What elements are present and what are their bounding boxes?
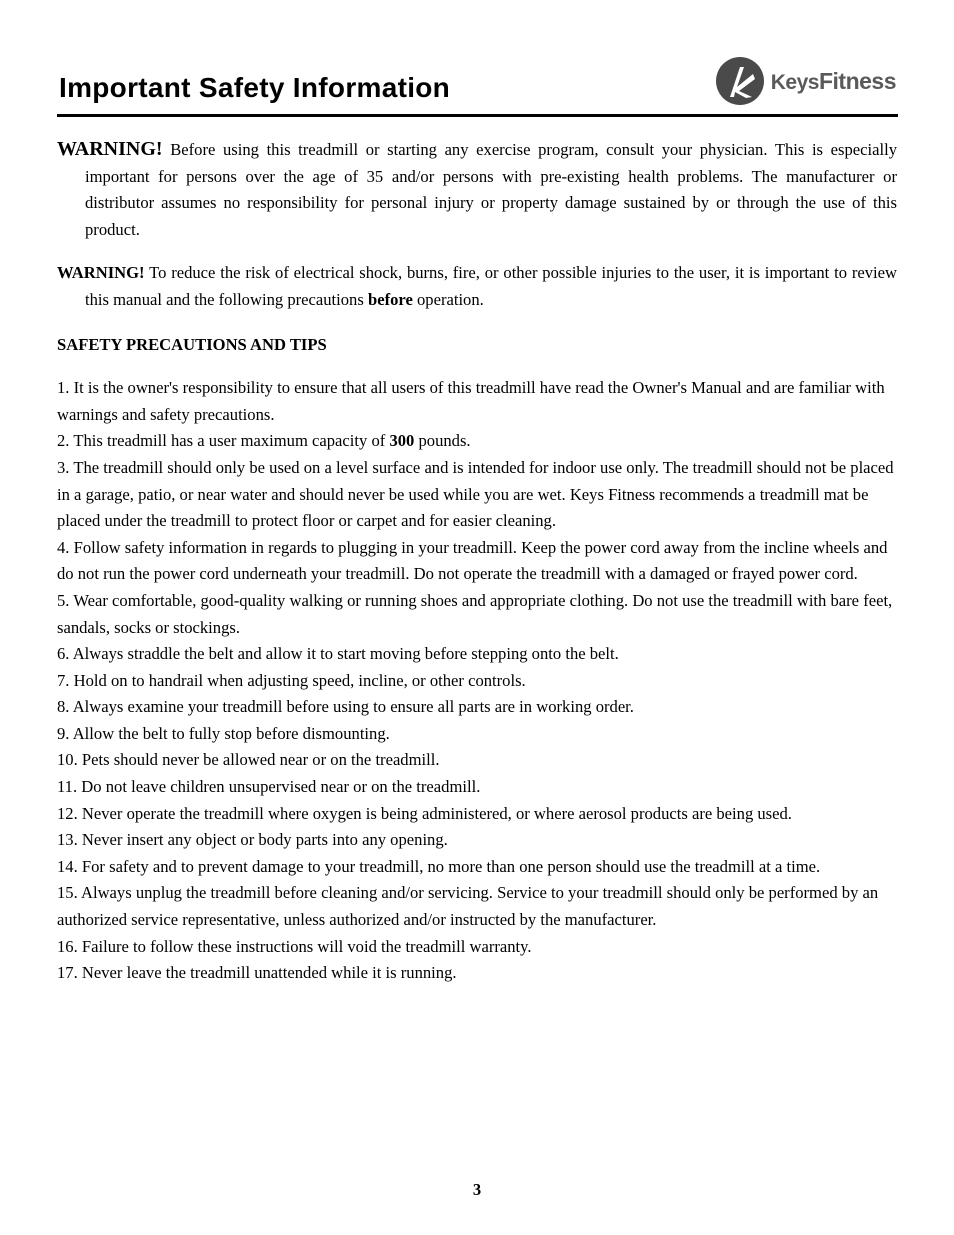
item-text: Always examine your treadmill before using to ensure all parts are in working order. bbox=[72, 697, 634, 717]
list-item bbox=[57, 641, 897, 668]
page-header bbox=[57, 52, 898, 117]
item-number: 2. bbox=[57, 431, 70, 451]
list-item bbox=[57, 880, 897, 933]
warning-paragraph-electrical bbox=[57, 260, 897, 313]
item-text: It is the owner's responsibility to ensure that all users of this treadmill have read the Owner's Manual and are familiar with warnings and safety precautions. bbox=[57, 378, 885, 424]
item-text: Always straddle the belt and allow it to start moving before stepping onto the belt. bbox=[72, 644, 619, 664]
item-text: Pets should never be allowed near or on the treadmill. bbox=[81, 750, 440, 770]
safety-tips-list bbox=[57, 375, 897, 987]
warning-paragraph-physician bbox=[57, 136, 897, 243]
item-number: 13. bbox=[57, 830, 78, 850]
page-title: Important Safety Information bbox=[59, 72, 451, 103]
list-item bbox=[57, 694, 897, 721]
list-item bbox=[57, 428, 897, 455]
list-item bbox=[57, 774, 897, 801]
list-item bbox=[57, 721, 897, 748]
list-item bbox=[57, 535, 897, 588]
item-number: 11. bbox=[57, 777, 78, 797]
item-text: Never operate the treadmill where oxygen is being administered, or where aerosol products are being used. bbox=[81, 803, 792, 823]
logo-text-keys: Keys bbox=[770, 70, 819, 94]
item-number: 4. bbox=[57, 537, 70, 557]
keys-fitness-logo-icon bbox=[715, 56, 765, 106]
list-item bbox=[57, 747, 897, 774]
item-text: Do not leave children unsupervised near or on the treadmill. bbox=[81, 777, 481, 797]
logo-wordmark bbox=[771, 68, 896, 95]
list-item bbox=[57, 960, 897, 987]
page-number: 3 bbox=[472, 1180, 482, 1199]
list-item bbox=[57, 801, 897, 828]
logo-text-fitness: Fitness bbox=[818, 67, 896, 94]
warning-text: Before using this treadmill or starting any exercise program, consult your physician. This is especially important for persons over the age of 35 and/or persons with pre-existing health problems. The manufacturer or distributor assumes no responsibility for personal injury or property damage sustained by or through the use of this product. bbox=[85, 140, 897, 239]
list-item bbox=[57, 827, 897, 854]
list-item bbox=[57, 668, 897, 695]
list-item bbox=[57, 934, 897, 961]
item-text: For safety and to prevent damage to your treadmill, no more than one person should use the treadmill at a time. bbox=[81, 856, 821, 876]
page-body bbox=[57, 136, 897, 987]
item-text: Never leave the treadmill unattended while it is running. bbox=[81, 963, 457, 983]
item-number: 12. bbox=[57, 803, 78, 823]
item-number: 6. bbox=[57, 644, 70, 664]
item-text: Always unplug the treadmill before cleaning and/or servicing. Service to your treadmill should only be performed by an authorized service representative, unless authorized and/or instructed by the manufacturer. bbox=[57, 883, 879, 930]
warning-label: WARNING! bbox=[57, 138, 163, 160]
item-text: Failure to follow these instructions will void the treadmill warranty. bbox=[81, 936, 532, 956]
item-number: 14. bbox=[57, 856, 78, 876]
list-item bbox=[57, 854, 897, 881]
item-text: Wear comfortable, good-quality walking or running shoes and appropriate clothing. Do not use the treadmill with bare feet, sandals, socks or stockings. bbox=[57, 590, 893, 637]
item-text: This treadmill has a user maximum capacity of bbox=[73, 431, 386, 451]
item-text: Allow the belt to fully stop before dismounting. bbox=[72, 723, 390, 743]
item-number: 10. bbox=[57, 750, 78, 770]
item-number: 1. bbox=[57, 378, 70, 398]
item-text: Hold on to handrail when adjusting speed, incline, or other controls. bbox=[73, 670, 526, 690]
item-number: 15. bbox=[57, 883, 78, 903]
warning-label: WARNING! bbox=[57, 263, 145, 283]
item-number: 8. bbox=[57, 697, 70, 717]
item-number: 5. bbox=[57, 590, 70, 610]
section-heading: SAFETY PRECAUTIONS AND TIPS bbox=[57, 334, 327, 354]
list-item bbox=[57, 455, 897, 535]
item-emphasis: 300 bbox=[389, 431, 415, 451]
item-text: Never insert any object or body parts into any opening. bbox=[81, 830, 448, 850]
item-number: 3. bbox=[57, 457, 70, 477]
warning-text: To reduce the risk of electrical shock, burns, fire, or other possible injuries to the user, it is important to review this manual and the following precautions bbox=[85, 263, 897, 309]
keys-fitness-logo bbox=[715, 55, 896, 107]
item-text: The treadmill should only be used on a level surface and is intended for indoor use only. The treadmill should not be placed in a garage, patio, or near water and should never be used while you are wet. Keys Fitness recommends a treadmill mat be placed under the treadmill to protect floor or carpet and for easier cleaning. bbox=[57, 457, 894, 531]
item-number: 16. bbox=[57, 936, 78, 956]
warning-emphasis: before bbox=[367, 289, 413, 309]
item-number: 17. bbox=[57, 963, 78, 983]
item-number: 7. bbox=[57, 670, 70, 690]
item-text: Follow safety information in regards to plugging in your treadmill. Keep the power cord away from the incline wheels and do not run the power cord underneath your treadmill. Do not operate the treadmill with a damaged or frayed power cord. bbox=[57, 537, 888, 584]
list-item bbox=[57, 588, 897, 641]
warning-text-end: operation. bbox=[416, 289, 484, 309]
list-item bbox=[57, 375, 897, 428]
item-text-end: pounds. bbox=[418, 431, 471, 451]
item-number: 9. bbox=[57, 723, 70, 743]
